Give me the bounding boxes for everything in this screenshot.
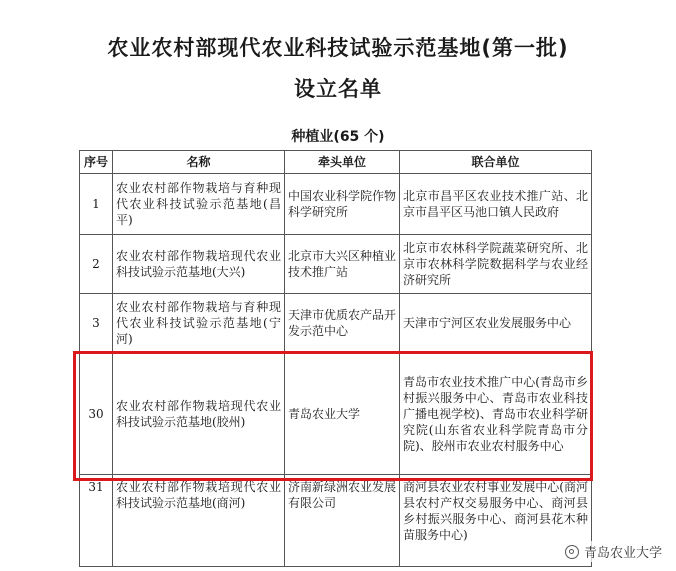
header-no: 序号 (80, 151, 113, 174)
row-lead-unit (285, 174, 400, 235)
row-lead-unit-text: 济南新绿洲农业发展有限公司 (288, 480, 397, 510)
row-lead-unit-text: 中国农业科学院作物科学研究所 (288, 189, 397, 219)
table-row (80, 294, 592, 353)
row-lead-unit-text: 北京市大兴区种植业技术推广站 (288, 249, 397, 279)
section-title: 种植业(65 个) (291, 129, 385, 145)
row-name (113, 475, 285, 567)
document-title-line2: 设立名单 (294, 77, 382, 101)
base-list-table (79, 150, 592, 567)
row-partner-units (400, 174, 592, 235)
table-row-highlighted (80, 353, 592, 475)
row-name (113, 294, 285, 353)
row-name-text: 农业农村部作物栽培现代农业科技试验示范基地(商河) (116, 480, 281, 510)
row-number: 31 (80, 475, 113, 567)
row-lead-unit (285, 353, 400, 475)
row-lead-unit (285, 235, 400, 294)
row-number: 30 (80, 353, 113, 475)
header-partner-units: 联合单位 (400, 151, 592, 174)
row-name (113, 235, 285, 294)
row-number: 1 (80, 174, 113, 235)
row-partner-units-text: 天津市宁河区农业发展服务中心 (403, 316, 572, 330)
row-partner-units-text: 商河县农业农村事业发展中心(商河县农村产权交易服务中心、商河县乡村振兴服务中心、商河县花木种苗服务中心) (403, 480, 588, 542)
row-name-text: 农业农村部作物栽培现代农业科技试验示范基地(胶州) (116, 398, 281, 429)
row-partner-units-text: 北京市农林科学院蔬菜研究所、北京市农林科学院数据科学与农业经济研究所 (403, 241, 588, 287)
row-partner-units-text: 北京市昌平区农业技术推广站、北京市昌平区马池口镇人民政府 (403, 189, 588, 219)
row-name (113, 174, 285, 235)
row-lead-unit (285, 475, 400, 567)
table-row (80, 475, 592, 567)
row-name-text: 农业农村部作物栽培现代农业科技试验示范基地(大兴) (116, 249, 281, 279)
watermark (561, 541, 666, 562)
watermark-text: 青岛农业大学 (583, 546, 662, 561)
row-number: 3 (80, 294, 113, 353)
row-name (113, 353, 285, 475)
row-lead-unit (285, 294, 400, 353)
row-lead-unit-text: 天津市优质农产品开发示范中心 (288, 308, 397, 338)
document-title-line1: 农业农村部现代农业科技试验示范基地(第一批) (107, 36, 569, 60)
row-partner-units (400, 353, 592, 475)
row-lead-unit-text: 青岛农业大学 (288, 406, 361, 421)
table-row (80, 174, 592, 235)
row-name-text: 农业农村部作物栽培与育种现代农业科技试验示范基地(昌平) (116, 181, 281, 227)
row-partner-units (400, 235, 592, 294)
header-lead-unit: 牵头单位 (285, 151, 400, 174)
table-header-row (80, 151, 592, 174)
row-partner-units (400, 294, 592, 353)
row-number: 2 (80, 235, 113, 294)
row-name-text: 农业农村部作物栽培与育种现代农业科技试验示范基地(宁河) (116, 300, 281, 346)
weibo-at-icon (565, 545, 579, 559)
table-row (80, 235, 592, 294)
row-partner-units-text: 青岛市农业技术推广中心(青岛市乡村振兴服务中心、青岛市农业科技广播电视学校)、青岛市农业科学研究院(山东省农业科学院青岛市分院)、胶州市农业农村服务中心 (403, 374, 588, 453)
header-name: 名称 (113, 151, 285, 174)
